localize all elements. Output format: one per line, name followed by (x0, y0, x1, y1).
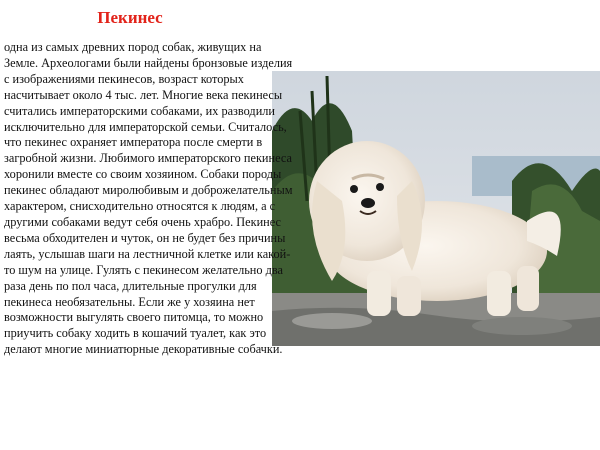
pekingese-photo (272, 71, 600, 346)
article-text: одна из самых древних пород собак, живущих на Земле. Археологами были найдены бронзовые изделия с изображениями пекинесов, возраст которых насчитывает около 4 тыс. лет. Многие века пекинесы считались императорскими собаками, их разводили исключительно для императорской семьи. Считалось, что пекинес охраняет императора после смерти в загробной жизни. Любимого императорского пекинеса хоронили вместе со своим хозяином. Собаки породы пекинес обладают миролюбивым и доброжелательным характером, снисходительно относятся к людям, а с другими собаками ведут себя очень храбро. Пекинес весьма обходителен и чуток, он не будет без причины лаять, услышав шаги на лестничной клетке или какой-то шум на улице. Гулять с пекинесом желательно два раза день по пол часа, длительные прогулки для пекинеса необязательны. Если же у хозяина нет возможности выгулять своего питомца, то можно приучить собаку ходить в кошачий туалет, как это делают многие миниатюрные декоративные собачки. (4, 40, 293, 357)
pekingese-dog-illustration (272, 71, 600, 346)
page-title: Пекинес (97, 8, 163, 27)
